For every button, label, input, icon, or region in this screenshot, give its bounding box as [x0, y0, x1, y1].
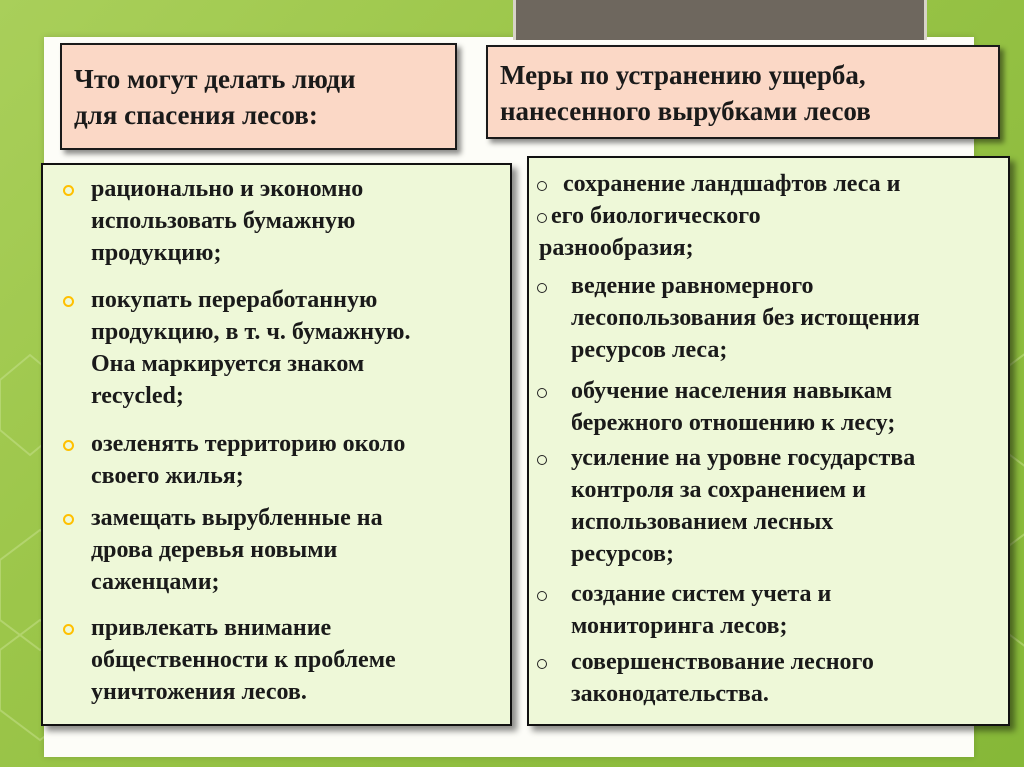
- hollow-circle-bullet-icon: [537, 659, 547, 669]
- hollow-circle-bullet-icon: [537, 591, 547, 601]
- header-left: [60, 43, 457, 150]
- circle-bullet-icon: [63, 296, 74, 307]
- top-decoration-bar: [513, 0, 927, 40]
- hollow-circle-bullet-icon: [537, 213, 547, 223]
- hollow-circle-bullet-icon: [537, 181, 547, 191]
- left-list: [41, 163, 512, 726]
- right-list: [527, 156, 1010, 726]
- list-item: усиление на уровне государства контроля за сохранением и использованием лесных ресурсов;: [571, 445, 916, 567]
- list-item: разнообразия;: [539, 235, 694, 261]
- hollow-circle-bullet-icon: [537, 388, 547, 398]
- list-item: озеленять территорию около своего жилья;: [91, 431, 406, 489]
- circle-bullet-icon: [63, 624, 74, 635]
- list-item: замещать вырубленные на дрова деревья новыми саженцами;: [91, 505, 383, 595]
- list-item: сохранение ландшафтов леса и: [563, 171, 901, 197]
- list-item: создание систем учета и мониторинга лесов;: [571, 581, 832, 639]
- list-item: совершенствование лесного законодательства.: [571, 649, 874, 707]
- header-right-line: Меры по устранению ущерба,: [500, 60, 866, 90]
- circle-bullet-icon: [63, 514, 74, 525]
- list-item: привлекать внимание общественности к проблеме уничтожения лесов.: [91, 615, 396, 705]
- hollow-circle-bullet-icon: [537, 455, 547, 465]
- hollow-circle-bullet-icon: [537, 283, 547, 293]
- list-item: покупать переработанную продукцию, в т. ч. бумажную. Она маркируется знаком recycled;: [91, 287, 411, 409]
- header-right: [486, 45, 1000, 139]
- header-right-line: нанесенного вырубками лесов: [500, 96, 871, 126]
- list-item: его биологического: [551, 203, 761, 229]
- circle-bullet-icon: [63, 185, 74, 196]
- header-left-line: для спасения лесов:: [74, 100, 318, 130]
- circle-bullet-icon: [63, 440, 74, 451]
- header-left-line: Что могут делать люди: [74, 64, 356, 94]
- list-item: рационально и экономно использовать бумажную продукцию;: [91, 176, 364, 266]
- list-item: ведение равномерного лесопользования без истощения ресурсов леса;: [571, 273, 920, 363]
- list-item: обучение населения навыкам бережного отношению к лесу;: [571, 378, 896, 436]
